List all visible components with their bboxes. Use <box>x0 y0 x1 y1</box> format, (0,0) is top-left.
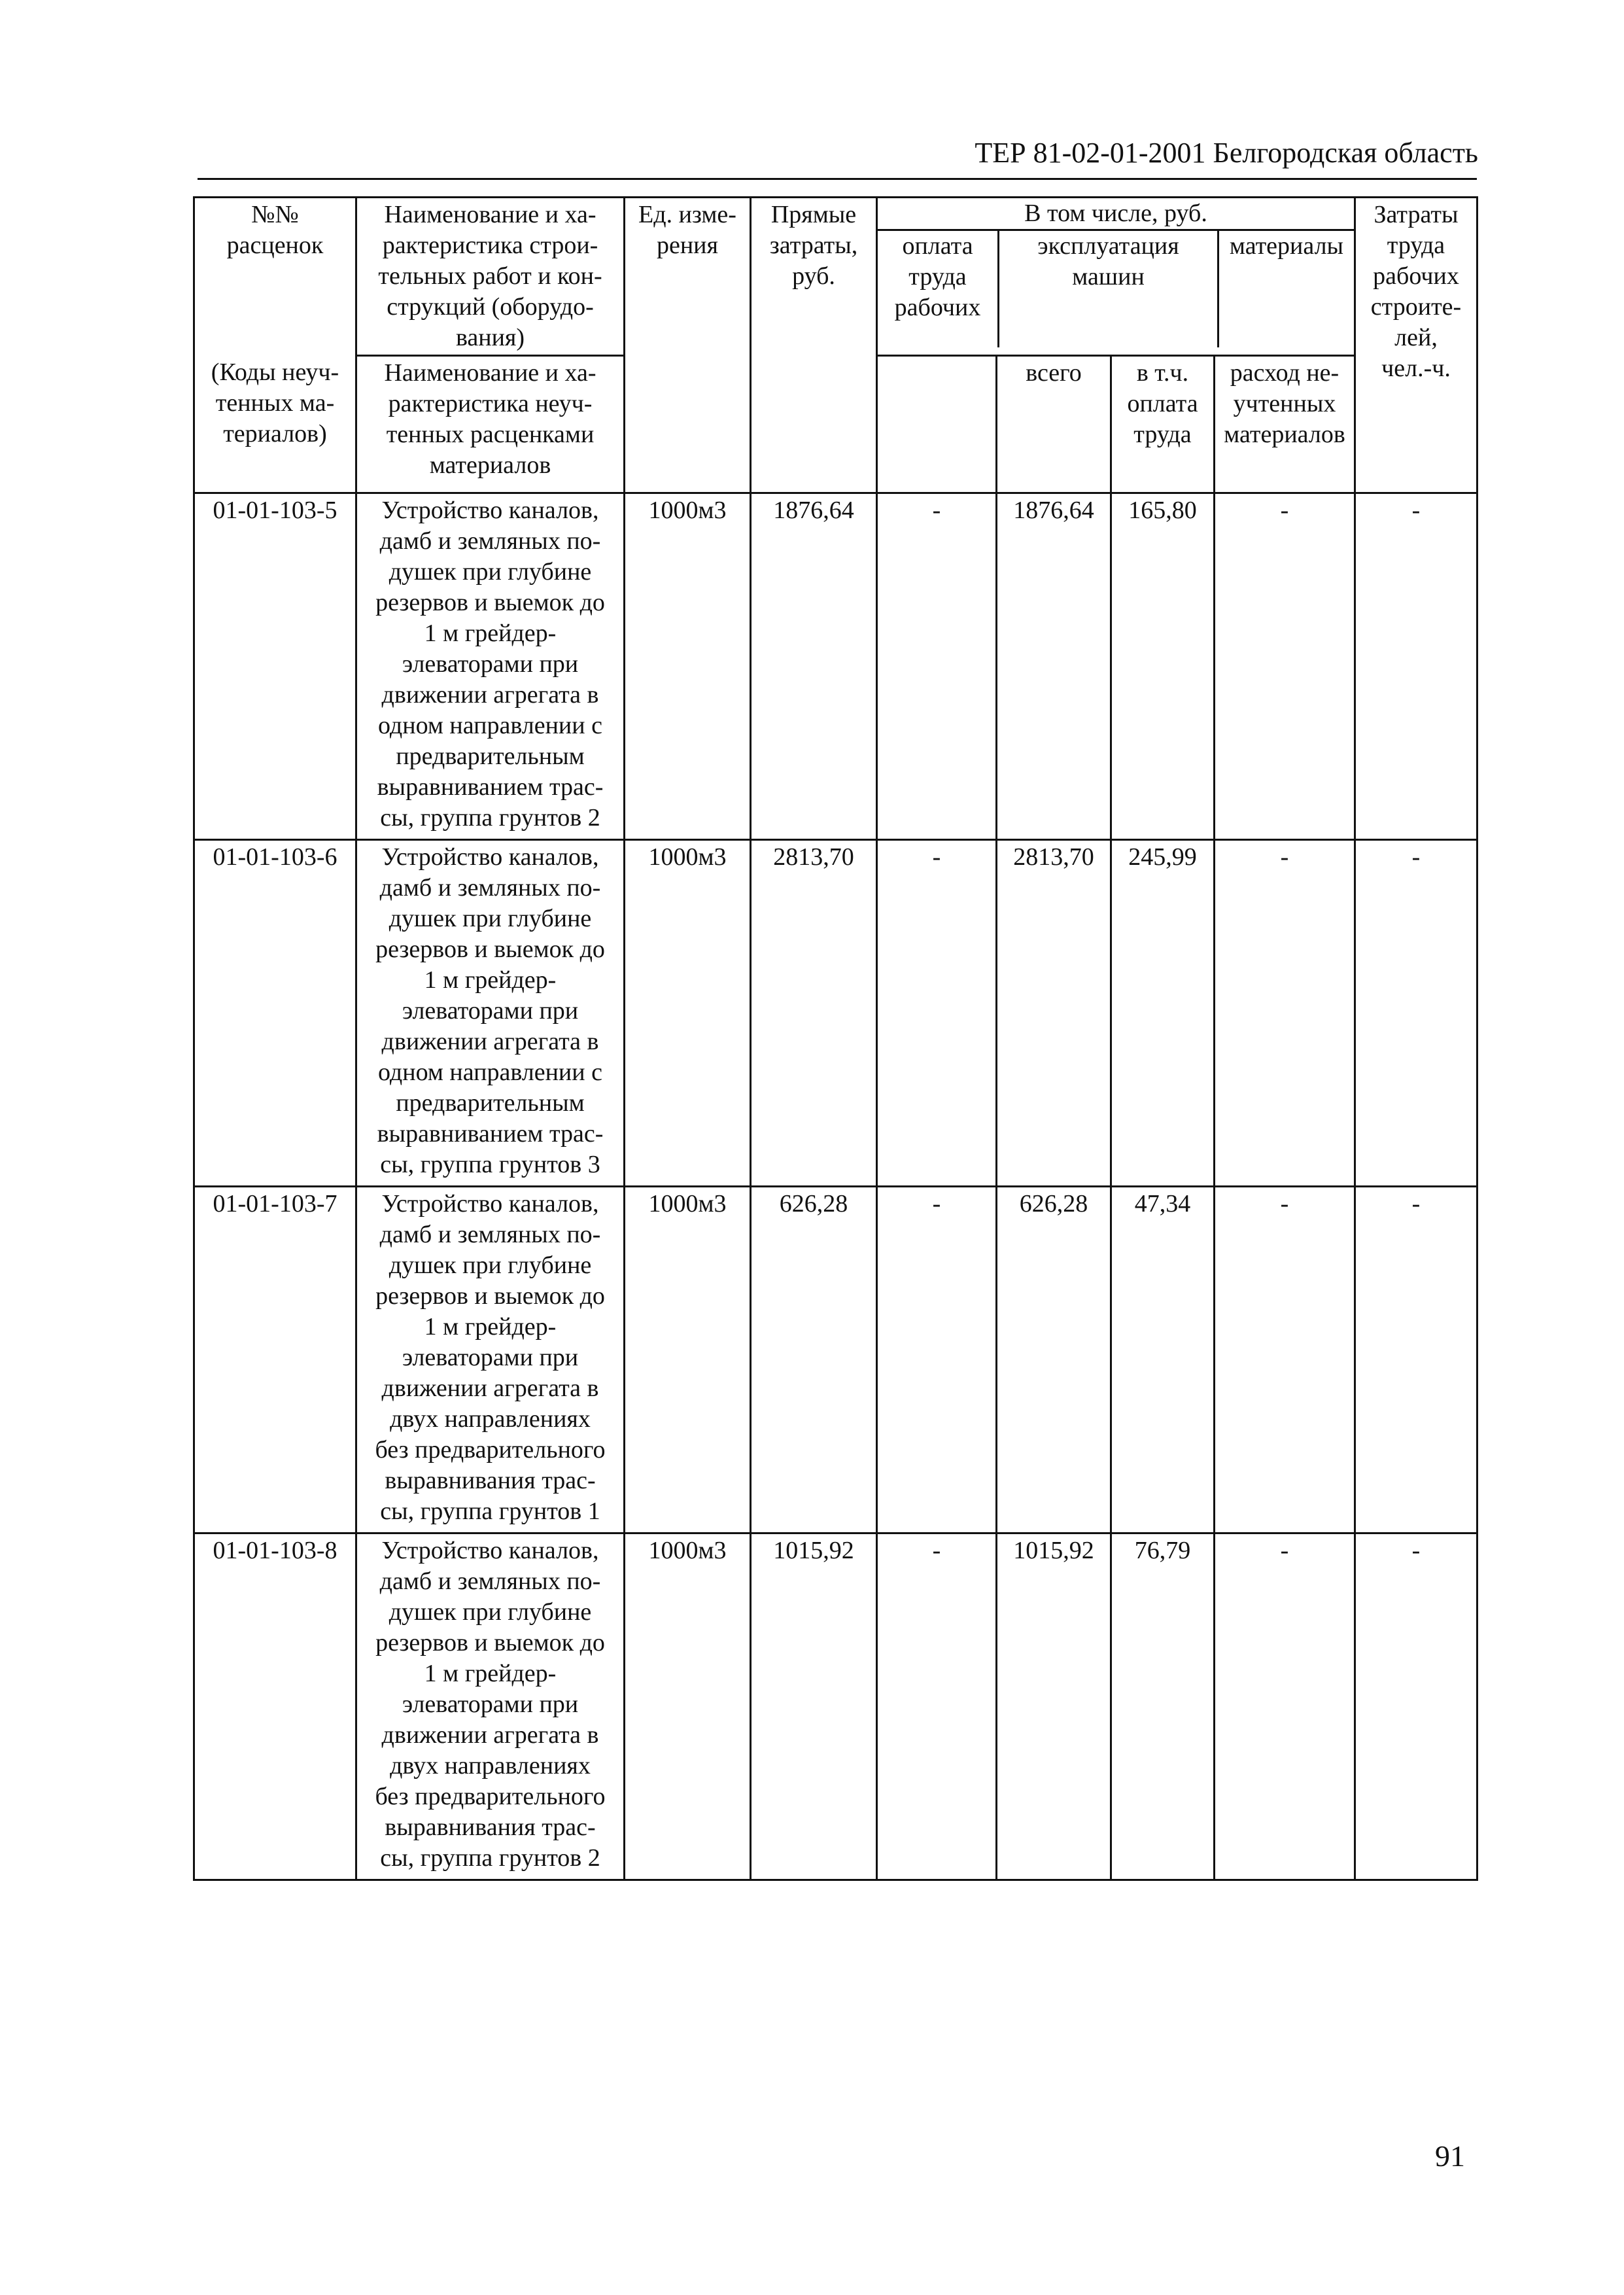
header-name-line: вания) <box>455 324 525 351</box>
row-description-line: выравниванием трас- <box>377 773 604 801</box>
row-description-line: элеваторами при <box>402 1344 579 1371</box>
header-name2-line: Наименование и ха- <box>384 359 596 387</box>
header-incl-group <box>877 198 1355 356</box>
header-materials <box>1219 231 1354 347</box>
row-description-line: движении агрегата в <box>381 1028 599 1055</box>
row-description-line: выравнивания трас- <box>385 1813 596 1841</box>
row-labor: - <box>1355 1187 1477 1533</box>
header-materials-unaccounted-line: учтенных <box>1233 390 1336 417</box>
row-description-line: дамб и земляных по- <box>379 527 601 555</box>
header-machines-line: машин <box>1072 263 1145 290</box>
running-head-title: ТЕР 81-02-01-2001 Белгородская область <box>975 137 1478 169</box>
header-labor-line: труда <box>1387 232 1445 259</box>
row-machines-total: 1876,64 <box>997 493 1111 840</box>
header-materials-line: материалы <box>1229 232 1344 260</box>
row-description-line: дамб и земляных по- <box>379 1568 601 1595</box>
row-materials: - <box>1215 1187 1355 1533</box>
header-rule <box>198 178 1477 180</box>
row-description <box>356 840 625 1187</box>
row-wage: - <box>877 1533 997 1880</box>
row-description-line: резервов и выемок до <box>375 936 605 963</box>
row-description-line: душек при глубине <box>389 1252 592 1279</box>
row-machines-wage: 245,99 <box>1111 840 1215 1187</box>
row-description-line: выравниванием трас- <box>377 1120 604 1148</box>
row-description-line: душек при глубине <box>389 905 592 932</box>
header-materials-unaccounted-line: расход не- <box>1230 359 1339 387</box>
header-code-line: №№ <box>251 201 299 228</box>
row-machines-wage: 47,34 <box>1111 1187 1215 1533</box>
header-code-line: расценок <box>226 232 324 259</box>
row-description-line: одном направлении с <box>378 712 602 739</box>
row-description-line: резервов и выемок до <box>375 1629 605 1656</box>
row-unit: 1000м3 <box>625 1187 751 1533</box>
header-labor-line: рабочих <box>1373 262 1459 290</box>
row-direct-cost: 626,28 <box>751 1187 877 1533</box>
row-description-line: резервов и выемок до <box>375 1282 605 1310</box>
row-machines-wage: 165,80 <box>1111 493 1215 840</box>
row-description-line: сы, группа грунтов 3 <box>380 1151 600 1178</box>
header-name-line: рактеристика строи- <box>382 232 598 259</box>
row-description-line: 1 м грейдер- <box>424 966 557 994</box>
header-unit-line: Ед. изме- <box>638 201 736 228</box>
header-labor-line: лей, <box>1394 324 1438 351</box>
header-wage-line: рабочих <box>894 294 981 321</box>
row-code: 01-01-103-7 <box>194 1187 356 1533</box>
header-machines-total-cell <box>997 356 1111 493</box>
header-wage <box>878 231 997 347</box>
row-description-line: без предварительного <box>375 1436 606 1463</box>
header-machines-wage-line: в т.ч. <box>1136 359 1189 387</box>
row-description-line: элеваторами при <box>402 650 579 678</box>
header-wage-line: труда <box>908 263 967 290</box>
row-description-line: дамб и земляных по- <box>379 874 601 902</box>
row-wage: - <box>877 1187 997 1533</box>
row-description-line: элеваторами при <box>402 997 579 1025</box>
header-name-cell <box>356 198 625 356</box>
header-name2-cell <box>356 356 625 493</box>
header-machines <box>997 231 1219 347</box>
row-materials: - <box>1215 1533 1355 1880</box>
header-direct-line: руб. <box>792 262 835 290</box>
row-description-line: 1 м грейдер- <box>424 1660 557 1687</box>
header-name-line: струкций (оборудо- <box>387 293 594 321</box>
page-number: 91 <box>1435 2139 1465 2173</box>
header-wage-empty-cell <box>877 356 997 493</box>
row-machines-total: 1015,92 <box>997 1533 1111 1880</box>
row-description-line: душек при глубине <box>389 558 592 586</box>
row-description-line: выравнивания трас- <box>385 1467 596 1494</box>
row-wage: - <box>877 493 997 840</box>
header-direct-line: Прямые <box>770 201 857 228</box>
table-row <box>194 1533 1477 1880</box>
header-name-line: тельных работ и кон- <box>378 262 602 290</box>
row-description-line: предварительным <box>396 743 585 770</box>
header-name2-line: рактеристика неуч- <box>388 390 593 417</box>
header-unit-line: рения <box>656 232 719 259</box>
header-labor-cell <box>1355 198 1477 493</box>
row-description-line: одном направлении с <box>378 1059 602 1086</box>
row-materials: - <box>1215 493 1355 840</box>
header-wage-line: оплата <box>902 232 973 260</box>
header-code2-cell <box>194 356 356 493</box>
header-name-line: Наименование и ха- <box>384 201 596 228</box>
row-unit: 1000м3 <box>625 493 751 840</box>
row-description <box>356 1533 625 1880</box>
row-unit: 1000м3 <box>625 840 751 1187</box>
row-direct-cost: 2813,70 <box>751 840 877 1187</box>
row-direct-cost: 1015,92 <box>751 1533 877 1880</box>
row-description-line: движении агрегата в <box>381 1721 599 1749</box>
row-materials: - <box>1215 840 1355 1187</box>
row-description-line: движении агрегата в <box>381 1375 599 1402</box>
header-unit-cell <box>625 198 751 493</box>
table-row <box>194 1187 1477 1533</box>
row-description-line: Устройство каналов, <box>381 497 599 524</box>
row-description-line: сы, группа грунтов 2 <box>380 804 600 832</box>
row-code: 01-01-103-6 <box>194 840 356 1187</box>
table-row <box>194 840 1477 1187</box>
header-direct-cell <box>751 198 877 493</box>
row-description-line: движении агрегата в <box>381 681 599 709</box>
row-description-line: Устройство каналов, <box>381 1190 599 1218</box>
header-machines-wage-cell <box>1111 356 1215 493</box>
header-machines-line: эксплуатация <box>1037 232 1179 260</box>
row-description-line: двух направлениях <box>390 1752 591 1779</box>
header-machines-wage-line: оплата <box>1127 390 1198 417</box>
row-machines-total: 2813,70 <box>997 840 1111 1187</box>
header-row-1 <box>194 198 1477 356</box>
row-description-line: резервов и выемок до <box>375 589 605 616</box>
header-machines-total-label: всего <box>1026 359 1082 387</box>
header-name2-line: тенных расценками <box>386 421 595 448</box>
header-code2-line: тенных ма- <box>215 389 335 417</box>
row-description-line: дамб и земляных по- <box>379 1221 601 1248</box>
row-description-line: без предварительного <box>375 1783 606 1810</box>
row-machines-wage: 76,79 <box>1111 1533 1215 1880</box>
row-machines-total: 626,28 <box>997 1187 1111 1533</box>
header-direct-line: затраты, <box>769 232 858 259</box>
row-direct-cost: 1876,64 <box>751 493 877 840</box>
row-description-line: сы, группа грунтов 1 <box>380 1498 600 1525</box>
row-labor: - <box>1355 493 1477 840</box>
row-description-line: Устройство каналов, <box>381 843 599 871</box>
table-row <box>194 493 1477 840</box>
header-code2-line: териалов) <box>223 419 327 447</box>
row-description-line: 1 м грейдер- <box>424 620 557 647</box>
header-labor-line: чел.-ч. <box>1381 355 1451 382</box>
row-description-line: сы, группа грунтов 2 <box>380 1844 600 1872</box>
header-materials-unaccounted-cell <box>1215 356 1355 493</box>
row-labor: - <box>1355 840 1477 1187</box>
row-unit: 1000м3 <box>625 1533 751 1880</box>
row-code: 01-01-103-5 <box>194 493 356 840</box>
row-labor: - <box>1355 1533 1477 1880</box>
row-description-line: двух направлениях <box>390 1405 591 1433</box>
row-description-line: элеваторами при <box>402 1691 579 1718</box>
header-incl-label: В том числе, руб. <box>878 198 1354 231</box>
header-labor-line: Затраты <box>1373 201 1459 228</box>
header-name2-line: материалов <box>429 451 551 479</box>
rates-table <box>193 196 1478 1881</box>
row-description <box>356 493 625 840</box>
row-description-line: 1 м грейдер- <box>424 1313 557 1340</box>
header-code-cell <box>194 198 356 356</box>
row-wage: - <box>877 840 997 1187</box>
header-incl-subgroup <box>878 231 1354 347</box>
row-description <box>356 1187 625 1533</box>
row-description-line: душек при глубине <box>389 1598 592 1626</box>
header-materials-unaccounted-line: материалов <box>1224 421 1345 448</box>
header-labor-line: строите- <box>1370 293 1462 321</box>
row-description-line: предварительным <box>396 1089 585 1117</box>
row-code: 01-01-103-8 <box>194 1533 356 1880</box>
row-description-line: Устройство каналов, <box>381 1537 599 1564</box>
header-code2-line: (Коды неуч- <box>211 358 339 386</box>
header-machines-wage-line: труда <box>1133 421 1192 448</box>
